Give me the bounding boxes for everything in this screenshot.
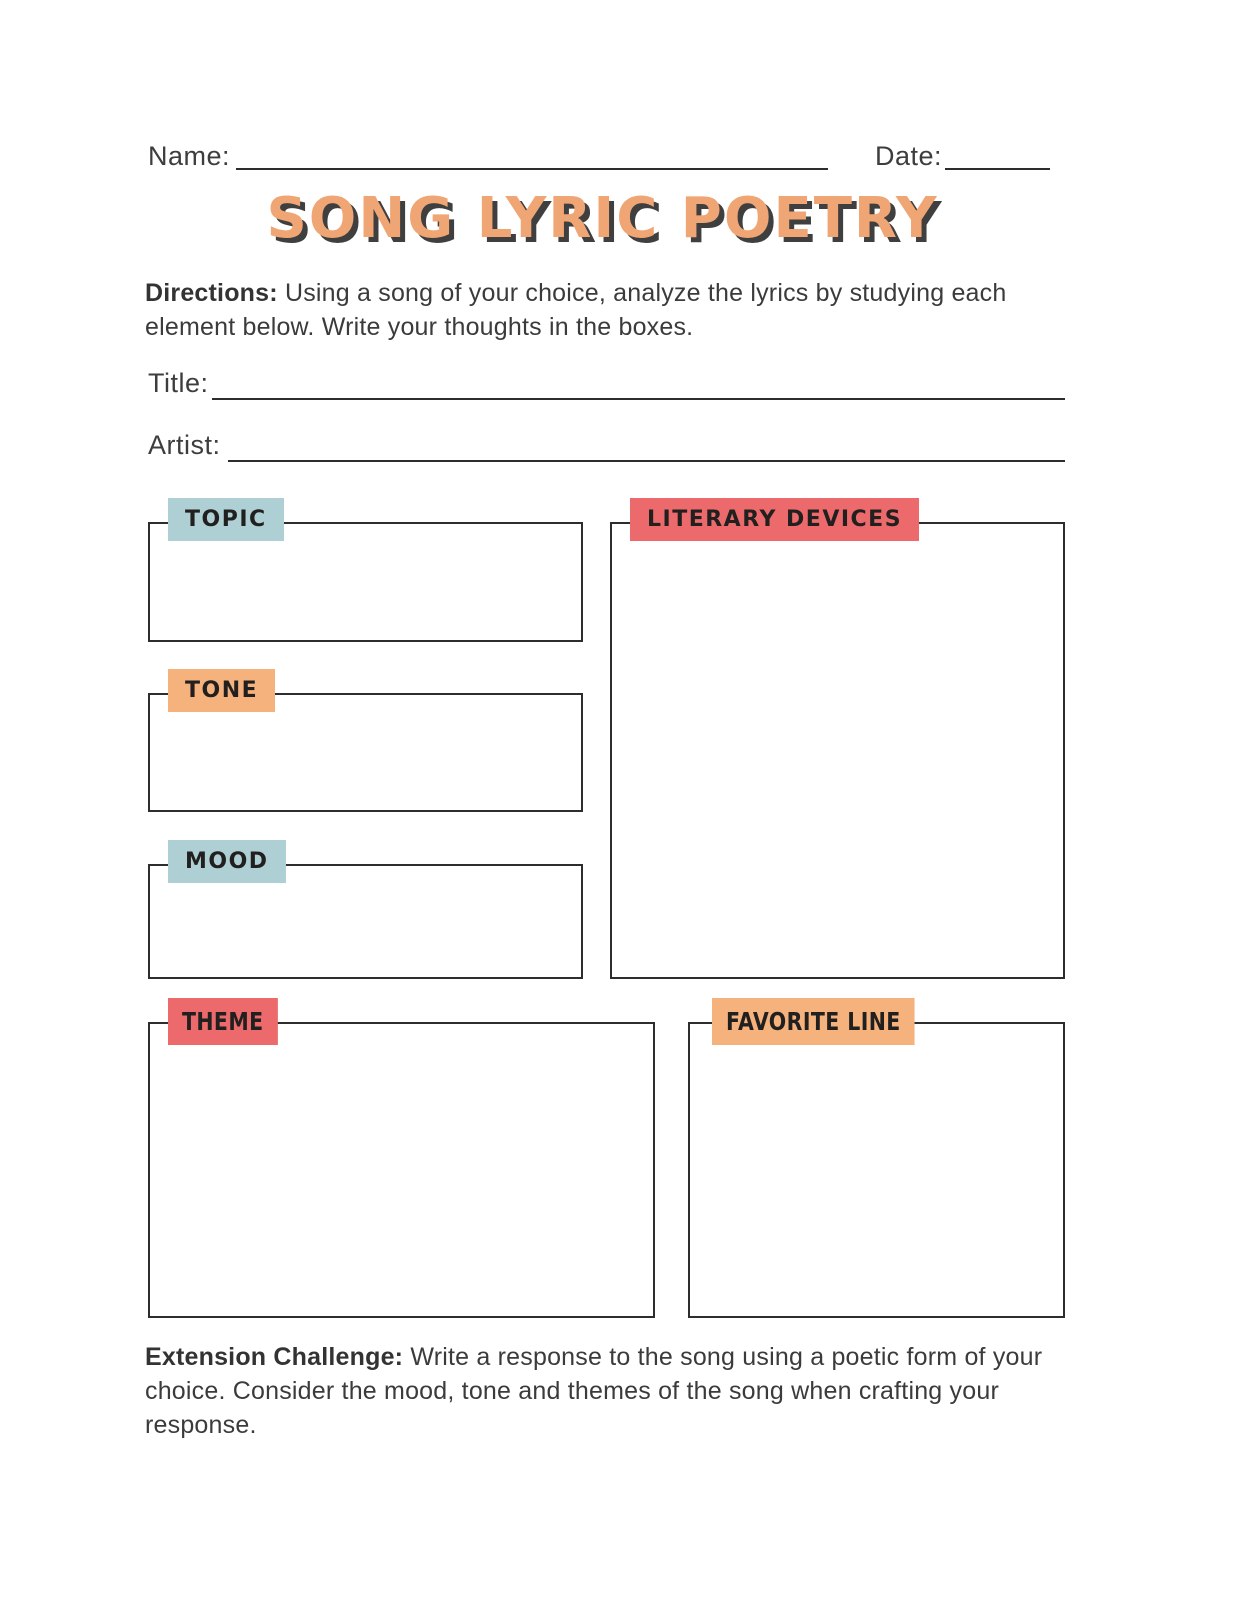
favorite-line-answer-box[interactable] [688, 1022, 1065, 1318]
directions-label: Directions: [145, 279, 278, 307]
song-artist-label: Artist: [148, 430, 221, 460]
song-title-input-line[interactable] [212, 370, 1065, 400]
tone-section-label: TONE [168, 669, 275, 712]
extension-challenge-text [145, 1340, 1085, 1442]
date-label: Date: [875, 141, 943, 171]
page-title: SONG LYRIC POETRY [266, 186, 939, 251]
name-label: Name: [148, 141, 231, 171]
literary-devices-answer-box[interactable] [610, 522, 1065, 979]
song-artist-input-line[interactable] [228, 432, 1065, 462]
song-title-label: Title: [148, 368, 209, 398]
extension-challenge-body: Write a response to the song using a poetic form of your choice. Consider the mood, tone and themes of the song when crafting your response. [145, 1343, 1043, 1439]
favorite-line-section-label: FAVORITE LINE [712, 998, 915, 1045]
directions-text [145, 276, 1085, 344]
name-input-line[interactable] [236, 142, 828, 170]
date-input-line[interactable] [945, 142, 1050, 170]
theme-answer-box[interactable] [148, 1022, 655, 1318]
mood-section-label: MOOD [168, 840, 286, 883]
topic-section-label: TOPIC [168, 498, 284, 541]
theme-section-label: THEME [168, 998, 277, 1045]
directions-body: Using a song of your choice, analyze the lyrics by studying each element below. Write your thoughts in the boxes. [145, 279, 1007, 341]
literary-devices-section-label: LITERARY DEVICES [630, 498, 919, 541]
extension-challenge-label: Extension Challenge: [145, 1343, 404, 1371]
